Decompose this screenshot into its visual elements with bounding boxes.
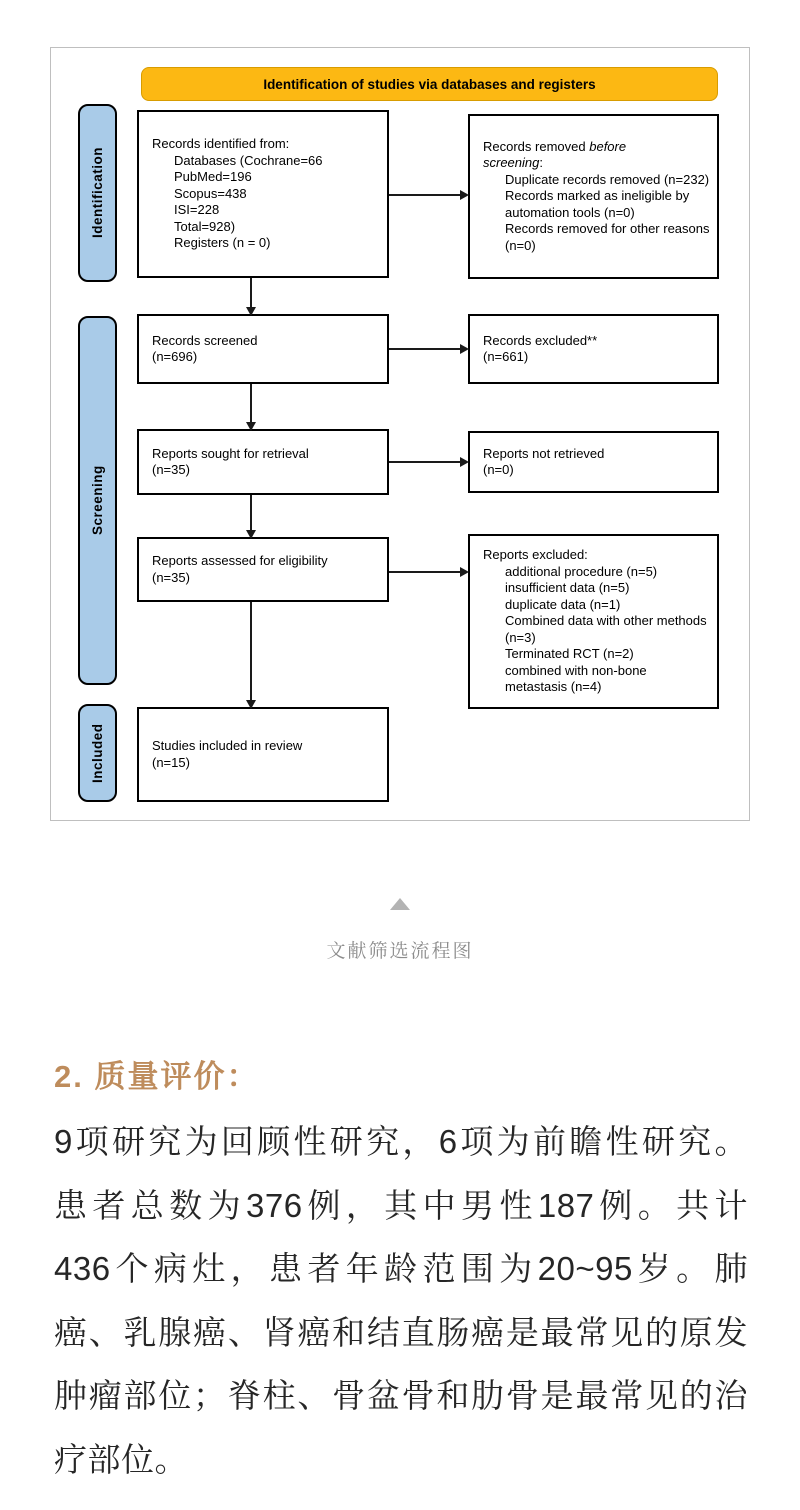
box-title: Records identified from: [152,136,290,152]
box-line: (n=15) [152,754,190,770]
box-line: Duplicate records removed (n=232) [505,171,710,187]
box-line: (n=35) [152,569,190,585]
body-line: 9项研究为回顾性研究，6项为前瞻性研究。 [54,1123,748,1160]
box-line: Terminated RCT (n=2) [505,646,634,662]
box-line: duplicate data (n=1) [505,596,621,612]
box-line: Combined data with other methods (n=3) [505,613,707,645]
arrow-down-icon [250,278,252,308]
body-paragraph [54,1110,748,1491]
box-line: PubMed=196 [174,169,252,185]
arrow-right-icon [389,194,461,196]
box-line: Records removed for other reasons (n=0) [505,221,710,253]
box-line: (n=0) [483,462,514,477]
box-line: Reports not retrieved [483,445,605,461]
stage-label-screening: Screening [78,316,117,685]
italic-text: before [589,138,627,154]
stage-label-included: Included [78,704,117,802]
body-line: 肿瘤部位；脊柱、骨盆骨和肋骨是最常见的治 [54,1377,748,1414]
box-line: Studies included in review [152,738,303,753]
caption-up-triangle-icon [390,898,410,910]
box-line: Records excluded** [483,332,598,348]
box-records-identified [137,110,389,278]
box-line: Databases (Cochrane=66 [174,152,323,168]
box-line: (n=661) [483,349,529,364]
arrow-right-icon [389,348,461,350]
body-line: 疗部位。 [54,1440,188,1478]
box-line: Total=928) [174,218,236,234]
box-records-screened [137,314,389,384]
box-line: Reports assessed for eligibility [152,553,328,568]
box-line: (n=35) [152,462,190,477]
box-line: Reports sought for retrieval [152,445,309,461]
box-line: ISI=228 [174,202,220,218]
flow-header-banner: Identification of studies via databases and registers [141,67,718,101]
body-line: 患者总数为376例，其中男性187例。共计 [54,1186,748,1224]
arrow-down-icon [250,602,252,701]
arrow-down-icon [250,384,252,423]
box-line: additional procedure (n=5) [505,563,658,579]
box-line: Registers (n = 0) [174,235,271,251]
body-line: 436个病灶，患者年龄范围为20~95岁。肺 [54,1250,748,1287]
box-reports-excluded [468,534,719,709]
figure-caption: 文献筛选流程图 [326,941,474,962]
stage-label-identification: Identification [78,104,117,282]
box-studies-included [137,707,389,802]
box-reports-sought [137,429,389,495]
prisma-flow-diagram [50,47,750,821]
box-line: Records marked as ineligible by automation tools (n=0) [505,188,690,220]
box-line: insufficient data (n=5) [505,580,630,596]
box-records-removed [468,114,719,279]
box-reports-assessed [137,537,389,602]
section-heading: 2. 质量评价： [54,1059,260,1094]
box-title: Records removed before screening: [483,138,627,171]
box-records-excluded [468,314,719,384]
box-reports-not-retrieved [468,431,719,493]
arrow-right-icon [389,571,461,573]
box-line: (n=696) [152,349,198,364]
arrow-right-icon [389,461,461,463]
box-line: Records screened [152,332,258,348]
box-line: combined with non-bone metastasis (n=4) [505,662,647,695]
italic-text: screening [483,155,540,171]
body-line: 癌、乳腺癌、肾癌和结直肠癌是最常见的原发 [54,1313,748,1351]
box-title: Reports excluded: [483,547,588,563]
arrow-down-icon [250,495,252,531]
box-line: Scopus=438 [174,185,247,201]
